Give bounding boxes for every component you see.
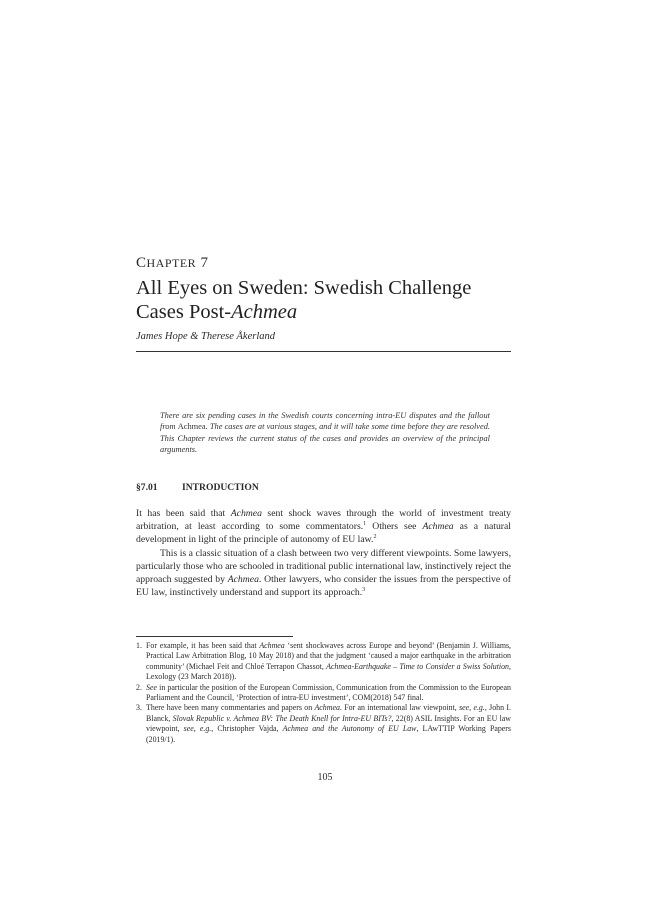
fn3-text-d: see, e.g. bbox=[459, 703, 485, 713]
chapter-label bbox=[136, 255, 208, 272]
footnote-divider bbox=[136, 636, 293, 637]
chapter-abstract bbox=[160, 410, 490, 456]
footnotes bbox=[136, 641, 511, 745]
fn3-text-g: , 22(8) ASIL Insights. For an EU law viewpoint, bbox=[146, 713, 512, 734]
fn3-text-h: see, e.g. bbox=[183, 724, 212, 734]
chapter-title bbox=[136, 276, 516, 324]
footnote-2-number: 2. bbox=[136, 682, 142, 692]
fn2-text-a: See bbox=[146, 682, 157, 692]
body-text bbox=[136, 507, 511, 599]
fn2-text-b: in particular the position of the European Commission, Communication from the Commission to the European Parliament and the Council, ‘Protection of intra-EU investment’, COM(2018) 547 final. bbox=[146, 682, 511, 703]
footnote-3 bbox=[136, 703, 511, 745]
chapter-title-line1: All Eyes on Sweden: Swedish Challenge bbox=[136, 277, 472, 299]
chapter-title-line2-italic: Achmea bbox=[231, 301, 298, 323]
p1-text-c: sent shock waves through the world of investment treaty arbitration, at least according to some commentators. bbox=[136, 508, 512, 533]
footnote-ref-3[interactable]: 3 bbox=[362, 587, 366, 594]
fn1-text-c: ‘sent shockwaves across Europe and beyond’ (Benjamin J. Williams, Practical Law Arbitration Blog, 10 May 2018) and that the judgment ‘caused a major earthquake in the arbitration community’ (Michael Feit and Chloé Terrapon Chassot, bbox=[146, 641, 512, 671]
fn1-text-d: Achmea-Earthquake – Time to Consider a Swiss Solution bbox=[326, 661, 509, 671]
section-number: §7.01 bbox=[136, 482, 158, 493]
footnote-ref-1[interactable]: 1 bbox=[363, 521, 367, 528]
abstract-case-name: Achmea bbox=[177, 422, 206, 432]
p2-text-a: This is a classic situation of a clash between two very different viewpoints. Some lawyers, particularly those who are schooled in traditional public international law, instinctively reject the approach suggested by bbox=[136, 547, 511, 586]
footnote-3-number: 3. bbox=[136, 703, 142, 713]
p1-case-name-2: Achmea bbox=[422, 521, 454, 533]
page-number: 105 bbox=[317, 772, 333, 783]
fn3-text-j: Achmea and the Autonomy of EU Law bbox=[282, 724, 417, 734]
chapter-number: 7 bbox=[200, 255, 209, 271]
p1-text-d: Others see bbox=[366, 521, 423, 533]
p1-text-f: as a natural development in light of the principle of autonomy of EU law. bbox=[136, 521, 512, 546]
chapter-label-initial: C bbox=[136, 255, 147, 271]
chapter-title-line2-prefix: Cases Post- bbox=[136, 301, 232, 323]
p2-text-c: . Other lawyers, who consider the issues from the perspective of EU law, instinctively understand and support its approach. bbox=[136, 574, 511, 599]
p2-case-name: Achmea bbox=[227, 574, 259, 586]
p1-case-name: Achmea bbox=[230, 508, 262, 519]
fn3-text-c: . For an international law viewpoint, bbox=[339, 703, 460, 713]
footnote-1 bbox=[136, 641, 511, 683]
paragraph-1 bbox=[136, 507, 511, 547]
fn1-text-b: Achmea bbox=[259, 641, 285, 650]
authors: James Hope & Therese Åkerland bbox=[136, 331, 275, 342]
abstract-text-2: . The cases are at various stages, and it will take some time before they are resolved. This Chapter reviews the current status of the cases and provides an overview of the principal arguments. bbox=[160, 422, 490, 455]
footnote-2 bbox=[136, 683, 511, 704]
p1-text-a: It has been said that bbox=[136, 508, 231, 519]
fn3-text-a: There have been many commentaries and papers on bbox=[146, 703, 315, 713]
chapter-label-rest: HAPTER bbox=[146, 256, 197, 270]
fn3-text-i: , Christopher Vajda, bbox=[211, 724, 283, 734]
paragraph-2 bbox=[136, 547, 511, 600]
section-heading bbox=[136, 482, 259, 493]
fn1-text-a: For example, it has been said that bbox=[146, 641, 260, 650]
section-title: INTRODUCTION bbox=[182, 482, 259, 493]
footnote-ref-2[interactable]: 2 bbox=[373, 534, 377, 541]
abstract-text-1: There are six pending cases in the Swedish courts concerning intra-EU disputes and the fallout from bbox=[160, 411, 490, 432]
footnote-1-number: 1. bbox=[136, 641, 142, 650]
fn3-text-f: Slovak Republic v. Achmea BV: The Death Knell for Intra-EU BITs? bbox=[172, 713, 392, 723]
fn3-text-b: Achmea bbox=[314, 703, 340, 713]
fn1-text-e: , Lexology (23 March 2018)). bbox=[146, 661, 511, 682]
fn3-text-e: , John I. Blanck, bbox=[146, 703, 511, 723]
fn3-text-k: , LAwTTIP Working Papers (2019/1). bbox=[146, 724, 511, 744]
title-divider bbox=[136, 351, 511, 352]
